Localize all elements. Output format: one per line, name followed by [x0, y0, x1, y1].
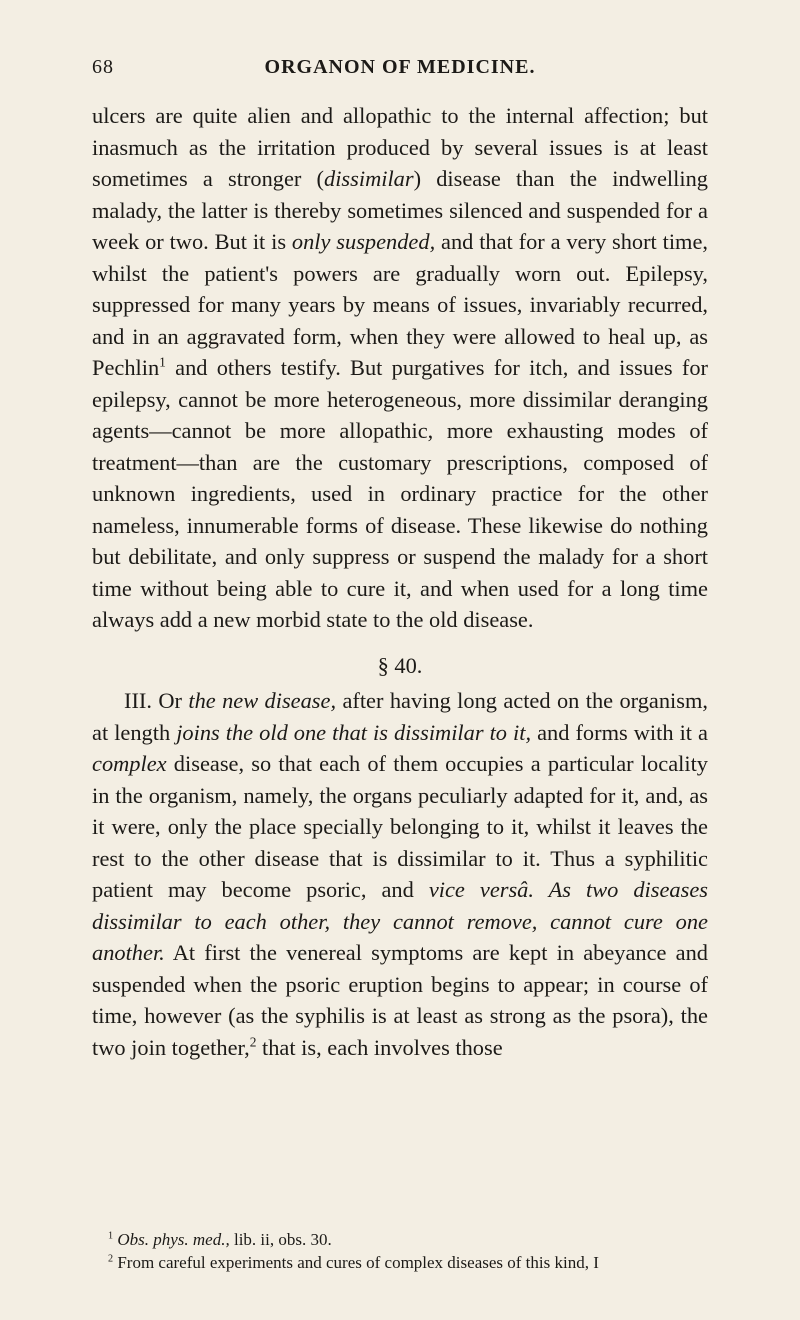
emphasis: the new disease,: [188, 688, 337, 713]
footnote-mark: 2: [108, 1253, 114, 1265]
emphasis: only suspended,: [291, 229, 436, 254]
footnotes: [92, 1228, 708, 1274]
section-heading: § 40.: [377, 652, 423, 678]
emphasis: joins the old one that is dissimilar to it,: [176, 719, 532, 745]
running-title: ORGANON OF MEDICINE.: [264, 56, 536, 78]
page-header: [92, 56, 708, 86]
footnote-ref: 1: [159, 354, 166, 370]
footnote: $^1$ Obs. phys. med., lib. ii, obs. 30.: [108, 1230, 332, 1249]
body-text: [92, 100, 708, 1063]
emphasis: Obs. phys. med.,: [117, 1230, 230, 1249]
emphasis: vice versâ. As two diseases dissimilar to each other, they cannot remove, cannot cure one another.: [92, 877, 708, 965]
footnote-ref: 2: [249, 1034, 257, 1050]
footnote-mark: 1: [108, 1230, 114, 1242]
emphasis: complex: [92, 751, 167, 776]
footnote: $^2$ From careful experiments and cures of complex diseases of this kind, I: [108, 1253, 599, 1272]
emphasis: dissimilar: [324, 166, 414, 191]
paragraph: III. Or the new disease, after having long acted on the organism, at length joins the old one that is dissimilar to it, and forms with it a complex disease, so that each of them occupies a particular locality in the organism, namely, the organs peculiarly adapted for it, and, as it were, only the place specially belonging to it, whilst it leaves the rest to the other disease that is dissimilar to it. Thus a syphilitic patient may become psoric, and vice versâ. As two diseases dissimilar to each other, they cannot remove, cannot cure one another. At first the venereal symptoms are kept in abeyance and suspended when the psoric eruption begins to appear; in course of time, however (as the syphilis is at least as strong as the psora), the two join together,$^2$ that is, each involves those: [92, 688, 708, 1060]
page-number: 68: [92, 56, 114, 78]
paragraph: ulcers are quite alien and allopathic to the internal affection; but inasmuch as the irritation produced by several issues is at least sometimes a stronger (dissimilar) disease than the indwelling malady, the latter is thereby sometimes silenced and suspended for a week or two. But it is only suspended, and that for a very short time, whilst the patient's powers are gradually worn out. Epilepsy, suppressed for many years by means of issues, invariably recurred, and in an aggravated form, when they were allowed to heal up, as Pechlin$^1$ and others testify. But purgatives for itch, and issues for epilepsy, cannot be more heterogeneous, more dissimilar deranging agents—cannot be more allopathic, more exhausting modes of treatment—than are the customary prescriptions, composed of unknown ingredients, used in ordinary practice for the other nameless, innumerable forms of disease. These likewise do nothing but debilitate, and only suppress or suspend the malady for a short time without being able to cure it, and when used for a long time always add a new morbid state to the old disease.: [92, 103, 709, 632]
